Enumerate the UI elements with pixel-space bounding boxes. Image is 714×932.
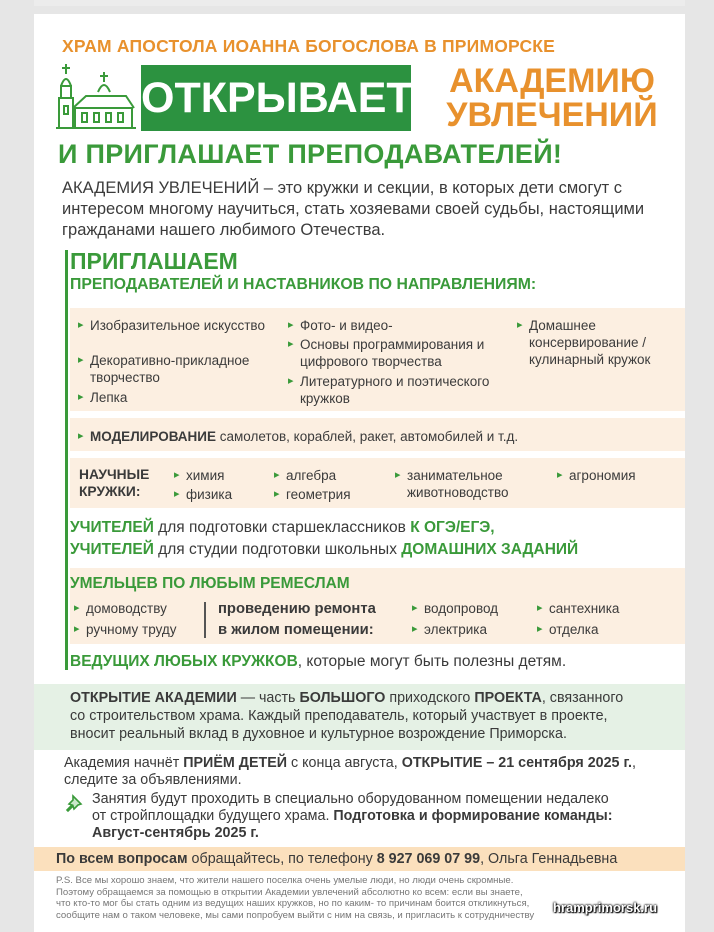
contact-text [56, 851, 617, 867]
invites-headline: И ПРИГЛАШАЕТ ПРЕПОДАВАТЕЛЕЙ! [58, 139, 563, 169]
start-line: следите за объявлениями. [64, 772, 242, 788]
direction-item: ▸ Изобразительное искусство [78, 317, 270, 334]
modeling-rest: самолетов, кораблей, ракет, автомобилей и т.д. [215, 429, 519, 444]
phone-number[interactable]: 8 927 069 07 99 [376, 851, 481, 867]
crafts-divider [204, 602, 206, 638]
leaders-bold: ВЕДУЩИХ ЛЮБЫХ КРУЖКОВ [70, 653, 298, 670]
start-text: , [631, 755, 636, 771]
note-line: вносит реальный вклад в духовное и культурное возрождение Приморска. [70, 726, 567, 742]
opening-date: ОТКРЫТИЕ – 21 сентября 2025 г. [401, 755, 632, 771]
science-item: ▸ алгебра [274, 467, 336, 484]
direction-item: ▸ Домашнее консервирование /кулинарный кружок [517, 317, 684, 368]
watermark: hramprimorsk.ru [553, 900, 658, 915]
crafts-item: ▸ сантехника [537, 600, 619, 617]
note-text: , связанного [541, 690, 624, 706]
direction-item: ▸ Лепка [78, 389, 270, 406]
team-period: Август-сентябрь 2025 г. [92, 825, 259, 841]
teachers-text: для студии подготовки школьных [153, 541, 402, 558]
note-text: приходского [385, 690, 475, 706]
crafts-item: ▸ ручному труду [74, 621, 177, 638]
project-note-text [70, 689, 670, 743]
contact-text-part: обращайтесь, по телефону [187, 851, 377, 867]
direction-item: ▸ Основы программирования и цифрового творчества [288, 336, 525, 370]
leaders-line [70, 653, 566, 671]
teachers-bold: УЧИТЕЛЕЙ [70, 519, 154, 536]
left-accent-line [65, 250, 68, 670]
science-item: ▸ геометрия [274, 486, 351, 503]
top-strip [34, 0, 685, 6]
crafts-title: УМЕЛЬЦЕВ ПО ЛЮБЫМ РЕМЕСЛАМ [70, 575, 350, 592]
science-item: ▸ химия [174, 467, 224, 484]
pushpin-icon [64, 794, 86, 816]
science-label-line2: КРУЖКИ: [79, 484, 141, 499]
science-item: ▸ занимательное животноводство [395, 467, 552, 501]
start-text: с конца августа, [287, 755, 402, 771]
note-bold: БОЛЬШОГО [299, 690, 386, 706]
direction-item: ▸ Фото- и видео- [288, 317, 520, 334]
ps-line: P.S. Все мы хорошо знаем, что жители нашего поселка очень умелые люди, но люди очень скромные. [56, 875, 514, 886]
intro-text: АКАДЕМИЯ УВЛЕЧЕНИЙ – это кружки и секции, в которых дети смогут с интересом многому научиться, стать хозяевами своей судьбы, настоящими гражданами нашего любимого Отечества. [62, 179, 645, 239]
teachers-text: для подготовки старшеклассников [153, 519, 411, 536]
teachers-bold: УЧИТЕЛЕЙ [70, 541, 154, 558]
science-item: ▸ агрономия [557, 467, 636, 484]
ps-line: что кто-то мог бы стать одним из ведущих наших кружков, но по каким- то причинам боится откликнуться, [56, 898, 530, 909]
direction-item: ▸ Декоративно-прикладное творчество [78, 352, 275, 386]
crafts-item: ▸ отделка [537, 621, 598, 638]
repair-line2: в жилом помещении: [218, 622, 374, 638]
repair-label [218, 599, 376, 641]
crafts-item: ▸ водопровод [412, 600, 498, 617]
start-info [64, 755, 636, 789]
classes-text: от стройплощадки будущего храма. [92, 808, 334, 824]
science-label-line1: НАУЧНЫЕ [79, 467, 150, 482]
start-bold: ПРИЁМ ДЕТЕЙ [183, 755, 288, 771]
science-label [79, 466, 149, 500]
science-item: ▸ физика [174, 486, 232, 503]
direction-item: ▸ Литературного и поэтического кружков [288, 373, 500, 407]
note-bold: ПРОЕКТА [474, 690, 542, 706]
poster [34, 14, 685, 932]
opens-label: ОТКРЫВАЕТ [141, 65, 411, 131]
invite-title: ПРИГЛАШАЕМ [70, 248, 238, 274]
modeling-bold: МОДЕЛИРОВАНИЕ [90, 429, 216, 444]
teachers-exam: К ОГЭ/ЕГЭ, [410, 519, 495, 536]
modeling-item [78, 428, 685, 445]
academy-line2: УВЛЕЧЕНИЙ [446, 96, 658, 134]
teachers-homework: ДОМАШНИХ ЗАДАНИЙ [401, 541, 579, 558]
note-line: со строительством храма. Каждый преподаватель, который участвует в проекте, [70, 708, 608, 724]
church-name: ХРАМ АПОСТОЛА ИОАННА БОГОСЛОВА В ПРИМОРСКЕ [62, 36, 556, 56]
academy-line1: АКАДЕМИЮ [449, 62, 655, 100]
leaders-rest: , которые могут быть полезны детям. [297, 653, 567, 670]
academy-title [423, 64, 681, 132]
repair-line1: проведению ремонта [218, 601, 376, 617]
crafts-item: ▸ электрика [412, 621, 487, 638]
contact-bold: По всем вопросам [56, 851, 188, 867]
contact-person: , Ольга Геннадьевна [480, 851, 618, 867]
church-icon [56, 62, 136, 132]
invite-subtitle: ПРЕПОДАВАТЕЛЕЙ И НАСТАВНИКОВ ПО НАПРАВЛЕНИЯМ: [70, 276, 537, 293]
note-text: — часть [236, 690, 300, 706]
ps-line: Поэтому обращаемся за помощью в открытии Академии увлечений абсолютно ко всем: если вы знаете, [56, 886, 523, 898]
teachers-block [70, 517, 578, 561]
note-bold: ОТКРЫТИЕ АКАДЕМИИ [70, 690, 237, 706]
ps-line: сообщите нам о таком человеке, мы сами попробуем выйти с ним на связь, и пригласить к сотрудничеству [56, 909, 535, 921]
classes-info [92, 791, 612, 842]
crafts-item: ▸ домоводству [74, 600, 167, 617]
classes-line: Занятия будут проходить в специально оборудованном помещении недалеко [92, 791, 609, 807]
team-label: Подготовка и формирование команды: [333, 808, 613, 824]
start-text: Академия начнёт [64, 755, 184, 771]
